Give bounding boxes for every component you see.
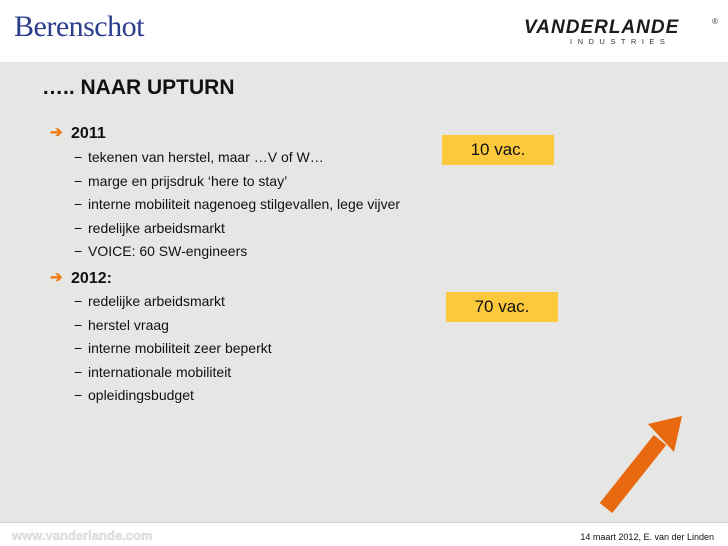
registered-mark: ® xyxy=(712,17,718,26)
list-item: − tekenen van herstel, maar …V of W… xyxy=(74,149,324,165)
arrow-right-icon: ➔ xyxy=(50,124,63,141)
vanderlande-logo xyxy=(516,15,720,49)
list-item: − VOICE: 60 SW-engineers xyxy=(74,243,248,259)
list-item: − redelijke arbeidsmarkt xyxy=(74,293,225,309)
section-2011-bullets xyxy=(74,146,400,264)
vanderlande-logo-subtitle: INDUSTRIES xyxy=(570,37,671,46)
list-item: − interne mobiliteit zeer beperkt xyxy=(74,340,272,356)
list-item: − opleidingsbudget xyxy=(74,387,194,403)
list-item: − internationale mobiliteit xyxy=(74,363,232,380)
section-2012 xyxy=(50,268,112,288)
section-2012-bullets xyxy=(74,290,272,408)
list-item: − interne mobiliteit nagenoeg stilgevallen, lege vijver xyxy=(74,196,401,212)
arrow-right-icon: ➔ xyxy=(50,269,63,286)
berenschot-logo: Berenschot xyxy=(14,10,144,43)
list-item: − redelijke arbeidsmarkt xyxy=(74,219,225,236)
slide-header xyxy=(0,0,728,62)
slide-title: ….. NAAR UPTURN xyxy=(42,76,235,99)
footer-divider xyxy=(0,522,728,523)
vanderlande-logo-word: VANDERLANDE xyxy=(524,17,680,38)
section-label: 2011 xyxy=(71,125,106,142)
footer-date-author: 14 maart 2012, E. van der Linden xyxy=(580,532,714,542)
vacancy-badge-2012: 70 vac. xyxy=(446,292,558,322)
section-2011 xyxy=(50,123,106,143)
upturn-arrow-icon xyxy=(590,412,690,522)
list-item: − marge en prijsdruk ‘here to stay’ xyxy=(74,172,288,189)
section-label: 2012: xyxy=(71,270,112,287)
list-item: − herstel vraag xyxy=(74,316,169,333)
footer-url: www.vanderlande.com xyxy=(12,528,153,543)
vacancy-badge-2011: 10 vac. xyxy=(442,135,554,165)
